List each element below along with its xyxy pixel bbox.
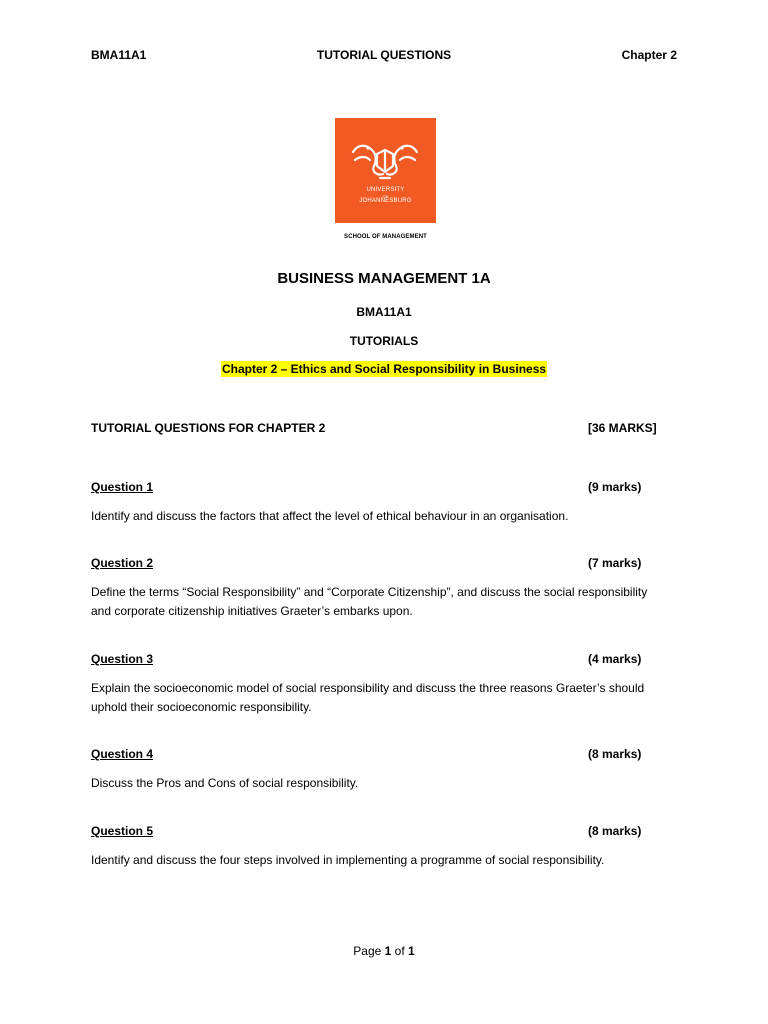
document-title: BUSINESS MANAGEMENT 1A <box>277 270 491 287</box>
question-text <box>91 583 691 621</box>
header-chapter: Chapter 2 <box>621 48 677 62</box>
course-code: BMA11A1 <box>356 305 412 319</box>
logo-text-johannesburg: JOHANNESBURG <box>359 198 412 204</box>
header-title: TUTORIAL QUESTIONS <box>316 48 452 62</box>
question-marks: (8 marks) <box>588 747 642 761</box>
page-prefix: Page <box>353 944 385 958</box>
question-text <box>91 774 691 793</box>
logo-text-of: OF <box>382 194 389 199</box>
question-heading <box>91 480 671 494</box>
university-logo <box>335 118 436 223</box>
section-label: TUTORIAL QUESTIONS FOR CHAPTER 2 <box>91 421 326 435</box>
question-line: Identify and discuss the factors that affect the level of ethical behaviour in an organisation. <box>91 509 569 523</box>
logo-school-name: SCHOOL OF MANAGEMENT <box>344 234 427 240</box>
question-marks: (4 marks) <box>588 652 642 666</box>
question-line: Explain the socioeconomic model of social responsibility and discuss the three reasons Graeter’s should <box>91 681 645 695</box>
logo-box <box>335 118 436 223</box>
question-marks: (8 marks) <box>588 824 642 838</box>
page-current: 1 <box>384 944 392 958</box>
section-marks: [36 MARKS] <box>588 421 657 435</box>
question-text <box>91 679 691 717</box>
question-heading <box>91 824 671 838</box>
header-course-code: BMA11A1 <box>91 48 147 62</box>
question-line: Discuss the Pros and Cons of social responsibility. <box>91 776 359 790</box>
question-line: Define the terms “Social Responsibility” and “Corporate Citizenship”, and discuss the social responsibility <box>91 585 648 599</box>
question-label: Question 5 <box>91 824 154 838</box>
chapter-highlight: Chapter 2 – Ethics and Social Responsibility in Business <box>221 362 547 376</box>
question-label: Question 2 <box>91 556 154 570</box>
question-text <box>91 507 691 526</box>
section-heading <box>91 421 671 435</box>
question-heading <box>91 652 671 666</box>
question-line: uphold their socioeconomic responsibility. <box>91 700 312 714</box>
question-marks: (9 marks) <box>588 480 642 494</box>
chapter-heading <box>0 362 768 376</box>
question-heading <box>91 556 671 570</box>
question-text <box>91 851 691 870</box>
question-marks: (7 marks) <box>588 556 642 570</box>
page-number <box>0 944 768 958</box>
question-label: Question 1 <box>91 480 154 494</box>
coat-of-arms-icon <box>350 140 420 184</box>
page-of: of <box>391 944 409 958</box>
tutorials-label: TUTORIALS <box>349 334 419 348</box>
question-label: Question 4 <box>91 747 154 761</box>
question-heading <box>91 747 671 761</box>
question-line: Identify and discuss the four steps involved in implementing a programme of social responsibility. <box>91 853 605 867</box>
question-line: and corporate citizenship initiatives Graeter’s embarks upon. <box>91 604 413 618</box>
question-label: Question 3 <box>91 652 154 666</box>
page-total: 1 <box>408 944 415 958</box>
logo-text-university: UNIVERSITY <box>366 187 405 193</box>
